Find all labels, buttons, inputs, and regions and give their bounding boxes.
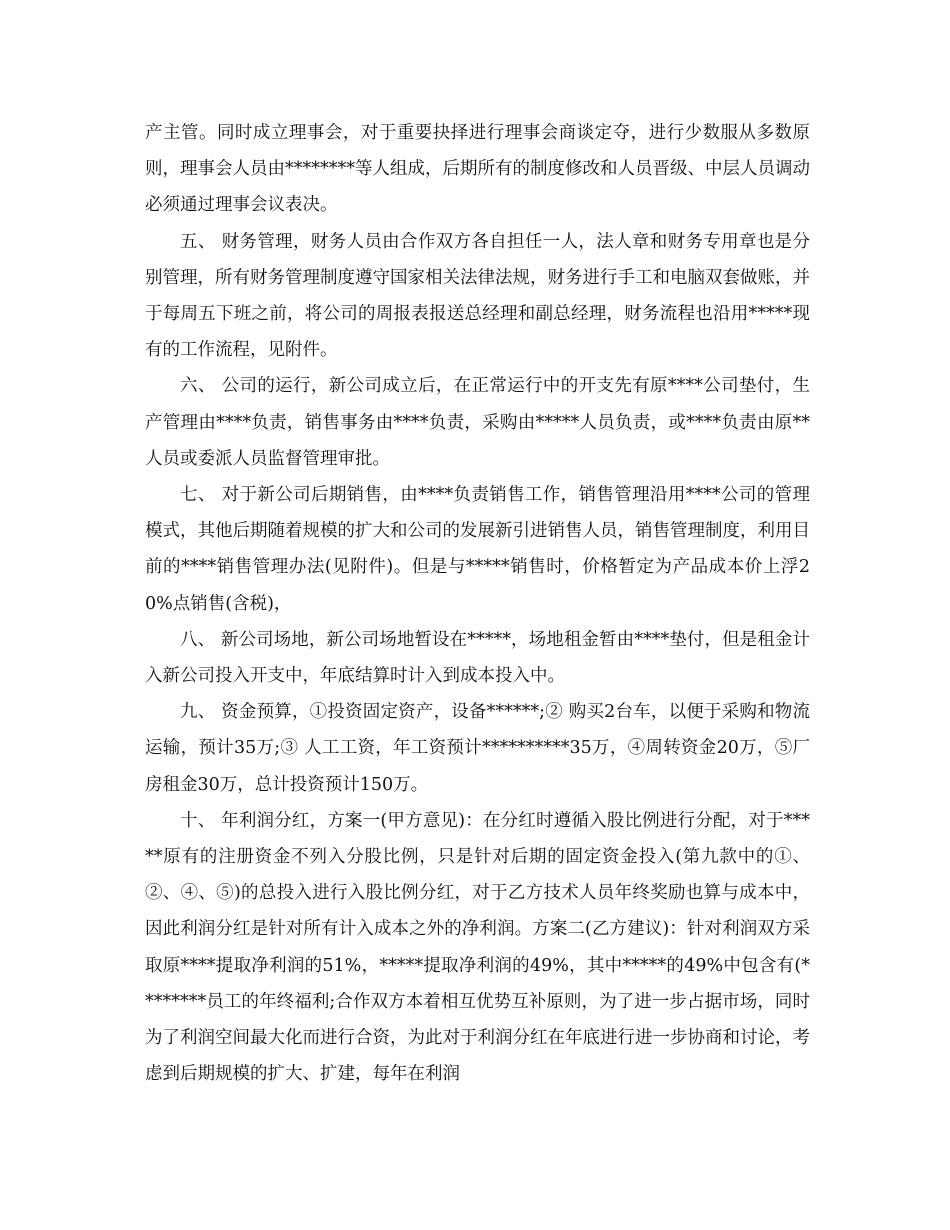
paragraph-item-5-finance: 五、 财务管理，财务人员由合作双方各自担任一人，法人章和财务专用章也是分别管理，所有财务管理制度遵守国家相关法律法规，财务进行手工和电脑双套做账，并于每周五下班之前，将公司的周报表报送总经理和副总经理，财务流程也沿用*****现有的工作流程，见附件。 bbox=[145, 231, 810, 361]
paragraph-item-10-profit: 十、 年利润分红，方案一(甲方意见)：在分红时遵循入股比例进行分配，对于*****原有的注册资金不列入分股比例，只是针对后期的固定资金投入(第九款中的①、②、④、⑤)的总投入进行入股比例分红，对于乙方技术人员年终奖励也算与成本中，因此利润分红是针对所有计入成本之外的净利润。方案二(乙方建议)：针对利润双方采取原****提取净利润的51%，*****提取净利润的49%，其中*****的49%中包含有(********员工的年终福利;合作双方本着相互优势互补原则，为了进一步占据市场，同时为了利润空间最大化而进行合资，为此对于利润分红在年底进行进一步协商和讨论，考虑到后期规模的扩大、扩建，每年在利润 bbox=[145, 810, 810, 1085]
paragraph-item-6-operation: 六、 公司的运行，新公司成立后，在正常运行中的开支先有原****公司垫付，生产管理由****负责，销售事务由****负责，采购由*****人员负责，或****负责由原**人员或委派人员监督管理审批。 bbox=[145, 376, 810, 469]
paragraph-continuation: 产主管。同时成立理事会，对于重要抉择进行理事会商谈定夺，进行少数服从多数原则，理事会人员由********等人组成，后期所有的制度修改和人员晋级、中层人员调动必须通过理事会议表决。 bbox=[145, 123, 810, 216]
paragraph-item-7-sales: 七、 对于新公司后期销售，由****负责销售工作，销售管理沿用****公司的管理模式，其他后期随着规模的扩大和公司的发展新引进销售人员，销售管理制度，利用目前的****销售管理办法(见附件)。但是与*****销售时，价格暂定为产品成本价上浮20%点销售(含税)， bbox=[145, 485, 810, 614]
document-body bbox=[145, 115, 810, 1092]
paragraph-item-8-site: 八、 新公司场地，新公司场地暂设在*****，场地租金暂由****垫付，但是租金计入新公司投入开支中，年底结算时计入到成本投入中。 bbox=[145, 629, 810, 687]
paragraph-item-9-budget: 九、 资金预算，①投资固定资产，设备******;② 购买2台车，以便于采购和物流运输，预计35万;③ 人工工资，年工资预计**********35万，④周转资金20万，⑤厂房租金30万，总计投资预计150万。 bbox=[145, 702, 810, 795]
